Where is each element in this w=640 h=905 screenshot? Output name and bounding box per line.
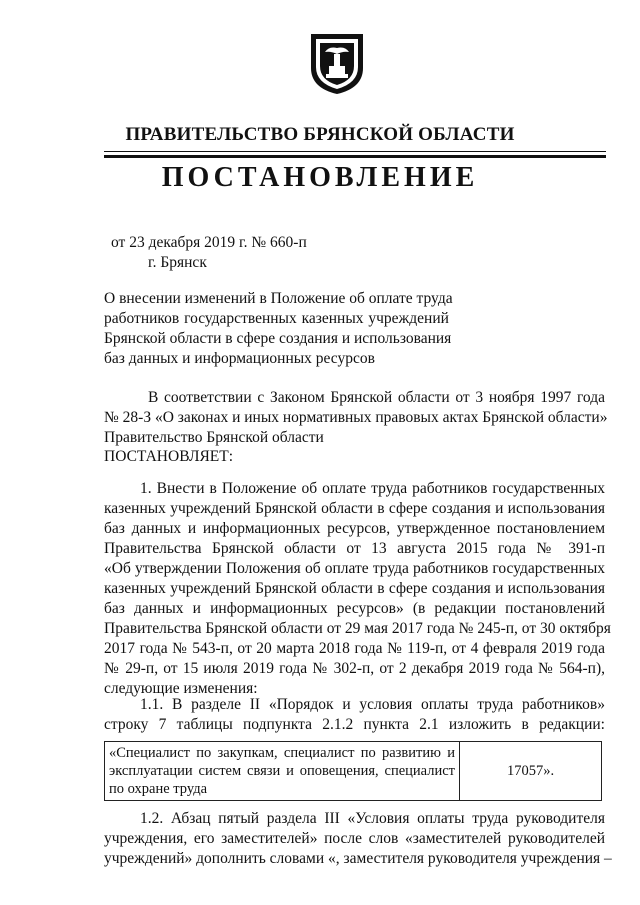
position-cell: «Специалист по закупкам, специалист по развитию и эксплуатации систем связи и оповещения, специалист по охране труда: [105, 742, 460, 801]
item-1-1-line: строку 7 таблицы подпункта 2.1.2 пункта 2.1 изложить в редакции:: [104, 716, 605, 733]
city: г. Брянск: [148, 254, 207, 271]
subject-line: работников государственных казенных учреждений: [104, 310, 449, 327]
header-rule-thick: [104, 155, 606, 158]
item-1-line: № 29-п, от 15 июля 2019 года № 302-п, от 2 декабря 2019 года № 564-п),: [104, 660, 605, 677]
item-1-line: «Об утверждении Положения об оплате труда работников государственных: [104, 560, 605, 577]
item-1-1-line: 1.1. В разделе II «Порядок и условия оплаты труда работников»: [140, 696, 605, 713]
amendment-table: [104, 741, 602, 801]
item-1-line: 2017 года № 543-п, от 20 марта 2018 года № 119-п, от 4 февраля 2019 года: [104, 640, 605, 657]
coat-of-arms-icon: [307, 30, 367, 96]
item-1-line: Правительства Брянской области от 13 августа 2015 года № 391-п: [104, 540, 605, 557]
item-1-line: казенных учреждений Брянской области в сфере создания и использования: [104, 580, 605, 597]
item-1-line: баз данных и информационных ресурсов» (в редакции постановлений: [104, 600, 605, 617]
subject-line: О внесении изменений в Положение об оплате труда: [104, 290, 453, 307]
preamble-line: В соответствии с Законом Брянской области от 3 ноября 1997 года: [148, 389, 605, 406]
item-1-line: казенных учреждений Брянской области в сфере создания и использования: [104, 500, 605, 517]
preamble-line: Правительство Брянской области: [104, 429, 324, 446]
item-1-2-line: учреждений» дополнить словами «, заместителя руководителя учреждения –: [104, 850, 612, 867]
item-1-2-line: учреждения, его заместителей» после слов «заместителей руководителей: [104, 830, 605, 847]
preamble-line: № 28-З «О законах и иных нормативных правовых актах Брянской области»: [104, 409, 608, 426]
date-number: от 23 декабря 2019 г. № 660-п: [111, 234, 307, 251]
subject-line: Брянской области в сфере создания и использования: [104, 330, 452, 347]
document-type: ПОСТАНОВЛЕНИЕ: [161, 162, 479, 193]
item-1-line: баз данных и информационных ресурсов, утвержденное постановлением: [104, 520, 605, 537]
salary-cell: 17057».: [460, 742, 602, 801]
subject-line: баз данных и информационных ресурсов: [104, 350, 375, 367]
item-1-line: 1. Внести в Положение об оплате труда работников государственных: [140, 480, 605, 497]
resolves-heading: ПОСТАНОВЛЯЕТ:: [104, 448, 234, 465]
government-name: ПРАВИТЕЛЬСТВО БРЯНСКОЙ ОБЛАСТИ: [125, 124, 515, 145]
item-1-line: Правительства Брянской области от 29 мая 2017 года № 245-п, от 30 октября: [104, 620, 611, 637]
item-1-2-line: 1.2. Абзац пятый раздела III «Условия оплаты труда руководителя: [140, 810, 605, 827]
table-row: [105, 742, 602, 801]
item-1-line: следующие изменения:: [104, 680, 258, 697]
header-rule-thin: [104, 151, 606, 152]
